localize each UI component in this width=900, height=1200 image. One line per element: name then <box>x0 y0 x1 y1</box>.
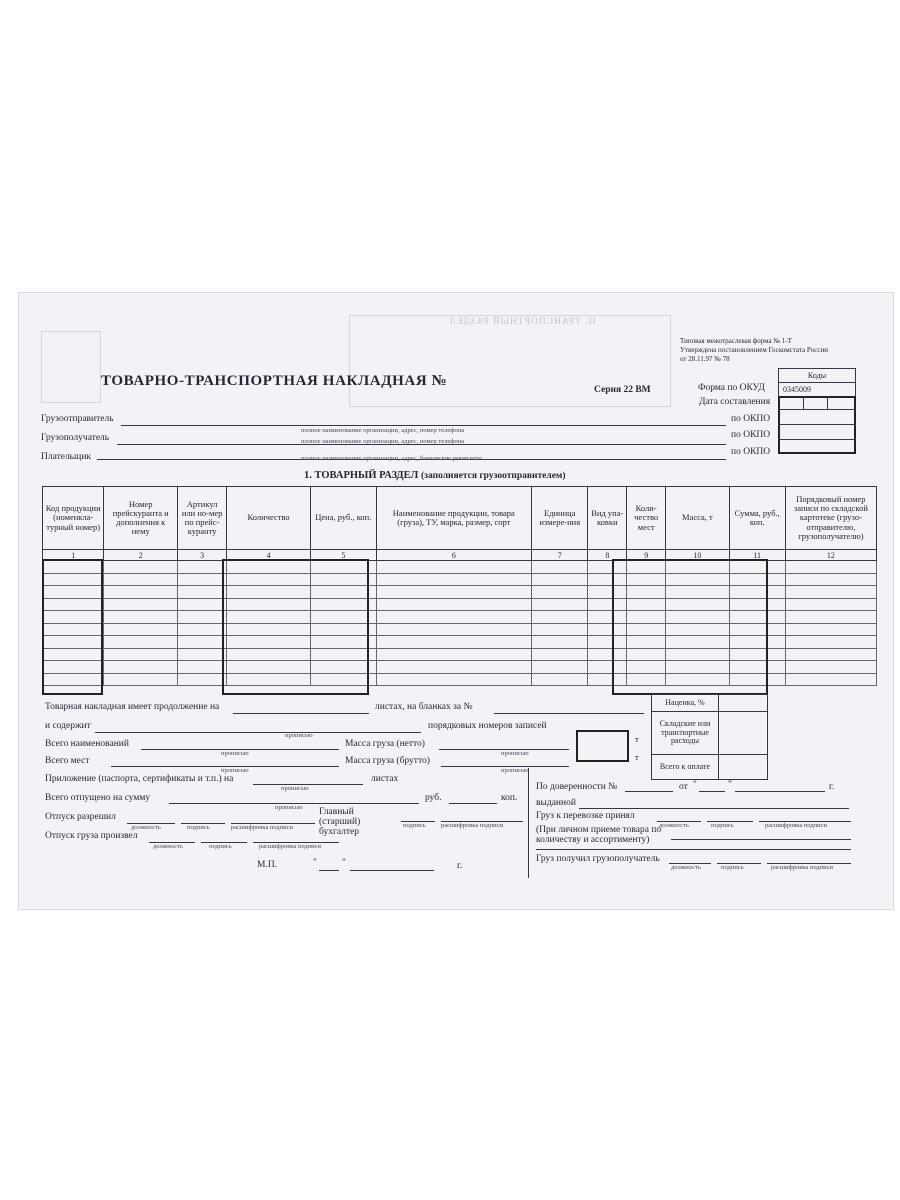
section-title-text: 1. ТОВАРНЫЙ РАЗДЕЛ <box>304 470 419 481</box>
gross-hint: прописью <box>501 767 529 774</box>
column-header: Сумма, руб., коп. <box>729 487 785 550</box>
okpo-label-2: по ОКПО <box>731 430 771 440</box>
table-cell[interactable] <box>376 598 532 611</box>
continuation-field[interactable] <box>233 713 369 714</box>
received-signature-hint: подпись <box>721 864 744 871</box>
proxy-day-field[interactable] <box>699 791 725 792</box>
chief-decode-hint: расшифровка подписи <box>441 822 504 829</box>
column-number: 11 <box>729 550 785 561</box>
table-cell[interactable] <box>178 573 227 586</box>
release-made-label: Отпуск груза произвел <box>45 831 138 841</box>
okpo-label-1: по ОКПО <box>731 414 771 424</box>
chief-accountant-label <box>319 808 397 838</box>
column-number: 10 <box>666 550 729 561</box>
table-cell[interactable] <box>178 661 227 674</box>
total-pay-value[interactable] <box>719 755 768 780</box>
proxy-quote-close: " <box>728 780 732 790</box>
mp-quote-open: " <box>313 858 317 868</box>
attachment-sheets: листах <box>371 774 399 784</box>
table-header-row <box>43 487 877 550</box>
table-cell[interactable] <box>532 623 588 636</box>
table-cell[interactable] <box>785 661 876 674</box>
sheets-label: листах, на бланках за № <box>375 702 473 712</box>
released-sum-label: Всего отпущено на сумму <box>45 793 151 803</box>
table-cell[interactable] <box>376 636 532 649</box>
mp-label: М.П. <box>257 860 278 870</box>
column-header: Артикул или но-мер по прейс-куранту <box>178 487 227 550</box>
codes-input-box[interactable] <box>778 396 856 454</box>
form-sheet <box>18 292 894 910</box>
table-cell[interactable] <box>532 636 588 649</box>
table-cell[interactable] <box>532 586 588 599</box>
total-pay-label: Всего к оплате <box>652 755 719 780</box>
column-number: 1 <box>43 550 104 561</box>
net-label: Масса груза (нетто) <box>345 739 425 749</box>
totals-side-table <box>651 694 768 780</box>
table-cell[interactable] <box>104 661 178 674</box>
proxy-from-label: от <box>679 782 688 792</box>
blanks-field[interactable] <box>494 713 644 714</box>
approval-line-1: Типовая межотраслевая форма № 1-Т <box>680 337 792 345</box>
table-cell[interactable] <box>178 586 227 599</box>
okpo-label-3: по ОКПО <box>731 447 771 457</box>
column-header: Коли-чество мест <box>627 487 666 550</box>
column-number: 6 <box>376 550 532 561</box>
table-cell[interactable] <box>532 598 588 611</box>
column-header: Порядковый номер записи по складской картотеке (грузо-отправителю, грузополучателю) <box>785 487 876 550</box>
attachment-hint: прописью <box>281 785 309 792</box>
release-made-position-hint: должность <box>153 843 183 850</box>
proxy-field[interactable] <box>625 791 673 792</box>
table-cell[interactable] <box>532 561 588 574</box>
personal-field[interactable] <box>671 839 851 840</box>
date-split-1 <box>803 396 804 409</box>
codes-header: Коды <box>779 369 856 383</box>
released-sum-hint: прописью <box>275 804 303 811</box>
column-number: 3 <box>178 550 227 561</box>
release-allowed-signature-hint: подпись <box>187 824 210 831</box>
proxy-label: По доверенности № <box>536 782 618 792</box>
table-cell[interactable] <box>104 573 178 586</box>
accepted-label: Груз к перевозке принял <box>536 811 635 821</box>
attachment-label: Приложение (паспорта, сертификаты и т.п.) на <box>45 774 234 784</box>
contains-label: и содержит <box>45 721 91 731</box>
table-cell[interactable] <box>178 673 227 686</box>
release-allowed-label: Отпуск разрешил <box>45 812 116 822</box>
markup-value[interactable] <box>719 695 768 712</box>
contains-field[interactable] <box>95 732 421 733</box>
group-box-qty-price <box>222 559 369 695</box>
okud-label: Форма по ОКУД <box>698 383 765 393</box>
mp-day-field[interactable] <box>319 870 339 871</box>
gross-unit: т <box>635 752 639 762</box>
release-allowed-position-hint: должность <box>131 824 161 831</box>
issued-field[interactable] <box>579 808 849 809</box>
column-number: 2 <box>104 550 178 561</box>
personal-note-text: (При личном приеме товара по количеству и ассортименту) <box>536 825 662 846</box>
chief-accountant-text: Главный (старший) бухгалтер <box>319 807 361 837</box>
column-number: 7 <box>532 550 588 561</box>
proxy-year-label: г. <box>829 782 835 792</box>
group-box-places-sum <box>612 559 768 695</box>
approval-line-3: от 28.11.97 № 78 <box>680 355 730 363</box>
column-header: Наименование продукции, товара (груза), ТУ, марка, размер, сорт <box>376 487 532 550</box>
table-cell[interactable] <box>104 611 178 624</box>
mp-quote-close: " <box>342 858 346 868</box>
consignee-label: Грузополучатель <box>41 433 110 443</box>
rub-label: руб. <box>425 793 442 803</box>
table-cell[interactable] <box>532 661 588 674</box>
table-cell[interactable] <box>178 623 227 636</box>
payer-label: Плательщик <box>41 452 92 462</box>
chief-signature-hint: подпись <box>403 822 426 829</box>
codes-table <box>778 368 856 397</box>
release-made-decode-hint: расшифровка подписи <box>259 843 322 850</box>
proxy-month-field[interactable] <box>735 791 825 792</box>
group-box-code <box>42 559 103 695</box>
date-label: Дата составления <box>699 397 771 407</box>
table-cell[interactable] <box>376 611 532 624</box>
column-number: 8 <box>588 550 627 561</box>
table-cell[interactable] <box>104 586 178 599</box>
issued-label: выданной <box>536 798 576 808</box>
places-hint: прописью <box>221 767 249 774</box>
consignee-hint: полное наименование организации, адрес, номер телефона <box>301 438 465 445</box>
gross-label: Масса груза (брутто) <box>345 756 430 766</box>
payer-hint: полное наименование организации, адрес, банковские реквизиты <box>301 455 482 462</box>
column-number: 4 <box>227 550 311 561</box>
table-cell[interactable] <box>178 561 227 574</box>
items-label: Всего наименований <box>45 739 129 749</box>
column-number: 12 <box>785 550 876 561</box>
places-label: Всего мест <box>45 756 90 766</box>
table-cell[interactable] <box>376 623 532 636</box>
items-hint: прописью <box>221 750 249 757</box>
table-cell[interactable] <box>376 673 532 686</box>
shipper-field[interactable] <box>121 425 726 426</box>
table-cell[interactable] <box>178 611 227 624</box>
table-cell[interactable] <box>785 673 876 686</box>
table-cell[interactable] <box>376 573 532 586</box>
shipper-label: Грузоотправитель <box>41 414 114 424</box>
continuation-label: Товарная накладная имеет продолжение на <box>45 702 220 712</box>
warehouse-label: Складские или транспортные расходы <box>652 712 719 755</box>
approval-line-2: Утверждена постановлением Госкомстата России <box>680 346 828 354</box>
release-made-signature-hint: подпись <box>209 843 232 850</box>
table-cell[interactable] <box>532 673 588 686</box>
column-header: Номер прейскуранта и дополнения к нему <box>104 487 178 550</box>
table-cell[interactable] <box>104 598 178 611</box>
personal-note <box>536 825 668 846</box>
lower-divider <box>528 768 529 878</box>
table-cell[interactable] <box>785 636 876 649</box>
release-allowed-decode-hint: расшифровка подписи <box>231 824 294 831</box>
table-cell[interactable] <box>532 648 588 661</box>
column-header: Количество <box>227 487 311 550</box>
column-header: Цена, руб., коп. <box>311 487 376 550</box>
table-cell[interactable] <box>785 611 876 624</box>
date-underline <box>778 409 856 410</box>
net-hint: прописью <box>501 750 529 757</box>
table-cell[interactable] <box>785 598 876 611</box>
received-decode-hint: расшифровка подписи <box>771 864 834 871</box>
table-cell[interactable] <box>104 636 178 649</box>
table-cell[interactable] <box>785 648 876 661</box>
proxy-quote-open: " <box>693 780 697 790</box>
section-note: (заполняется грузоотправителем) <box>420 471 566 481</box>
personal-field-2[interactable] <box>536 849 851 850</box>
table-cell[interactable] <box>785 561 876 574</box>
okpo-1-underline <box>778 424 856 425</box>
markup-label: Наценка, % <box>652 695 719 712</box>
mp-year-label: г. <box>457 861 463 871</box>
section-title <box>304 470 566 481</box>
accepted-decode-hint: расшифровка подписи <box>765 822 828 829</box>
table-cell[interactable] <box>376 648 532 661</box>
column-number: 5 <box>311 550 376 561</box>
table-cell[interactable] <box>785 573 876 586</box>
kop-label: коп. <box>501 793 518 803</box>
table-cell[interactable] <box>178 648 227 661</box>
table-cell[interactable] <box>104 648 178 661</box>
date-split-2 <box>827 396 828 409</box>
series-label: Серия 22 ВМ <box>594 385 651 395</box>
table-cell[interactable] <box>104 673 178 686</box>
accepted-position-hint: должность <box>659 822 689 829</box>
table-cell[interactable] <box>785 623 876 636</box>
document-title: ТОВАРНО-ТРАНСПОРТНАЯ НАКЛАДНАЯ № <box>101 373 448 389</box>
column-header: Масса, т <box>666 487 729 550</box>
table-cell[interactable] <box>532 573 588 586</box>
okud-value: 0345009 <box>779 383 856 397</box>
received-position-hint: должность <box>671 864 701 871</box>
table-cell[interactable] <box>376 661 532 674</box>
column-header: Вид упа-ковки <box>588 487 627 550</box>
table-cell[interactable] <box>532 611 588 624</box>
table-cell[interactable] <box>178 636 227 649</box>
mp-month-field[interactable] <box>350 870 434 871</box>
warehouse-value[interactable] <box>719 712 768 755</box>
received-label: Груз получил грузополучатель <box>536 854 660 864</box>
accepted-signature-hint: подпись <box>711 822 734 829</box>
table-cell[interactable] <box>104 623 178 636</box>
table-cell[interactable] <box>104 561 178 574</box>
column-header: Код продукции (номенкла-турный номер) <box>43 487 104 550</box>
column-header: Единица измере-ния <box>532 487 588 550</box>
table-cell[interactable] <box>785 586 876 599</box>
mirror-text: II. ТРАНСПОРТНЫЙ РАЗДЕЛ <box>449 317 596 327</box>
records-label: порядковых номеров записей <box>428 721 547 731</box>
net-box[interactable] <box>576 730 629 762</box>
column-number: 9 <box>627 550 666 561</box>
contains-hint: прописью <box>285 732 313 739</box>
kop-field[interactable] <box>449 803 497 804</box>
shipper-hint: полное наименование организации, адрес, номер телефона <box>301 427 465 434</box>
table-cell[interactable] <box>376 561 532 574</box>
ghost-block-left <box>41 331 101 403</box>
table-cell[interactable] <box>178 598 227 611</box>
okpo-2-underline <box>778 439 856 440</box>
table-cell[interactable] <box>376 586 532 599</box>
net-unit: т <box>635 734 639 744</box>
